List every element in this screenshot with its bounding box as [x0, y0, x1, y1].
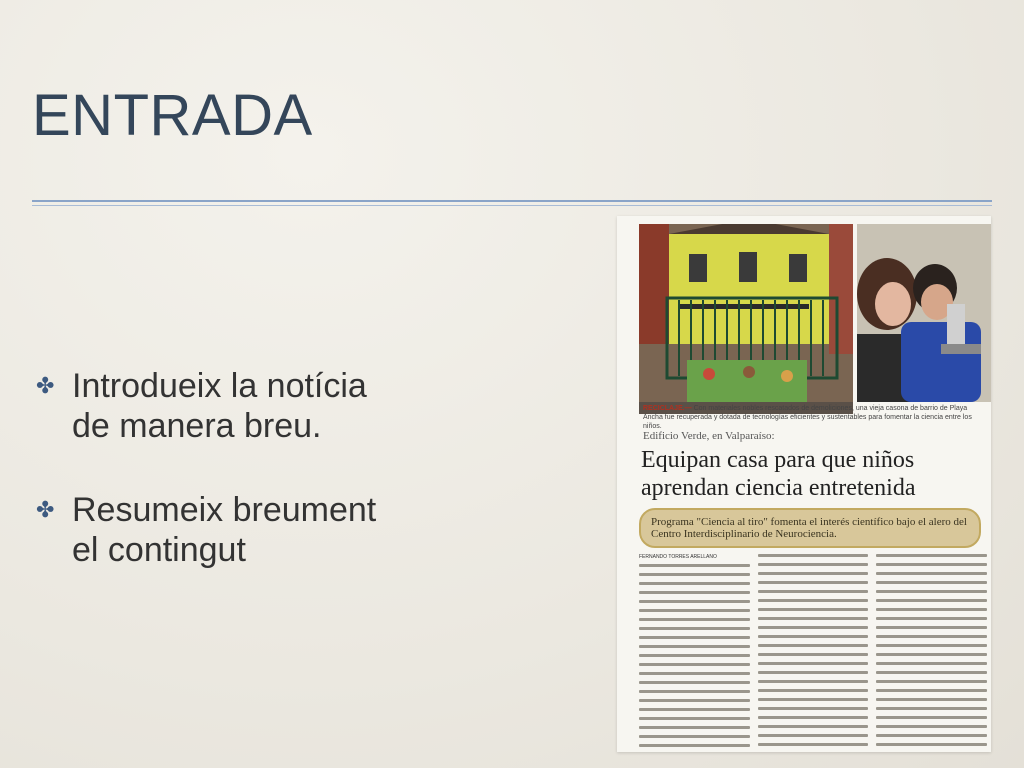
bullet-item [36, 490, 596, 570]
article-subhead: Programa "Ciencia al tiro" fomenta el interés científico bajo el alero del Centro Interdisciplinario de Neurociencia. [639, 508, 981, 548]
article-byline: FERNANDO TORRES ARELLANO [639, 554, 717, 560]
title-divider [32, 200, 992, 202]
photo-caption [643, 404, 983, 431]
article-headline: Equipan casa para que niños aprendan ciencia entretenida [641, 447, 916, 501]
article-column [758, 554, 869, 752]
article-column [876, 554, 987, 752]
title-divider-thin [32, 205, 992, 206]
house-photo [639, 224, 853, 414]
article-column [639, 554, 750, 752]
cross-flower-bullet-icon: ✤ [36, 373, 55, 398]
children-microscope-photo [857, 224, 991, 402]
slide-title: ENTRADA [32, 83, 313, 148]
cross-flower-bullet-icon: ✤ [36, 497, 55, 522]
caption-text: Con materiales nobles rescatados de demoliciones, una vieja casona de barrio de Playa Ancha fue recuperada y dotada de tecnologías eficientes y sustentables para fomentar la ciencia entre los niños. [643, 405, 972, 430]
caption-lead: RECICLAJE.— [643, 405, 692, 412]
bullet-text: Resumeix breument el contingut [72, 491, 377, 569]
article-kicker: Edificio Verde, en Valparaíso: [643, 430, 775, 442]
bullet-text: Introdueix la notícia de manera breu. [72, 367, 367, 445]
newspaper-clipping-image [617, 216, 991, 752]
article-body-columns [639, 554, 987, 752]
bullet-item [36, 366, 596, 446]
bullet-list [36, 366, 596, 614]
